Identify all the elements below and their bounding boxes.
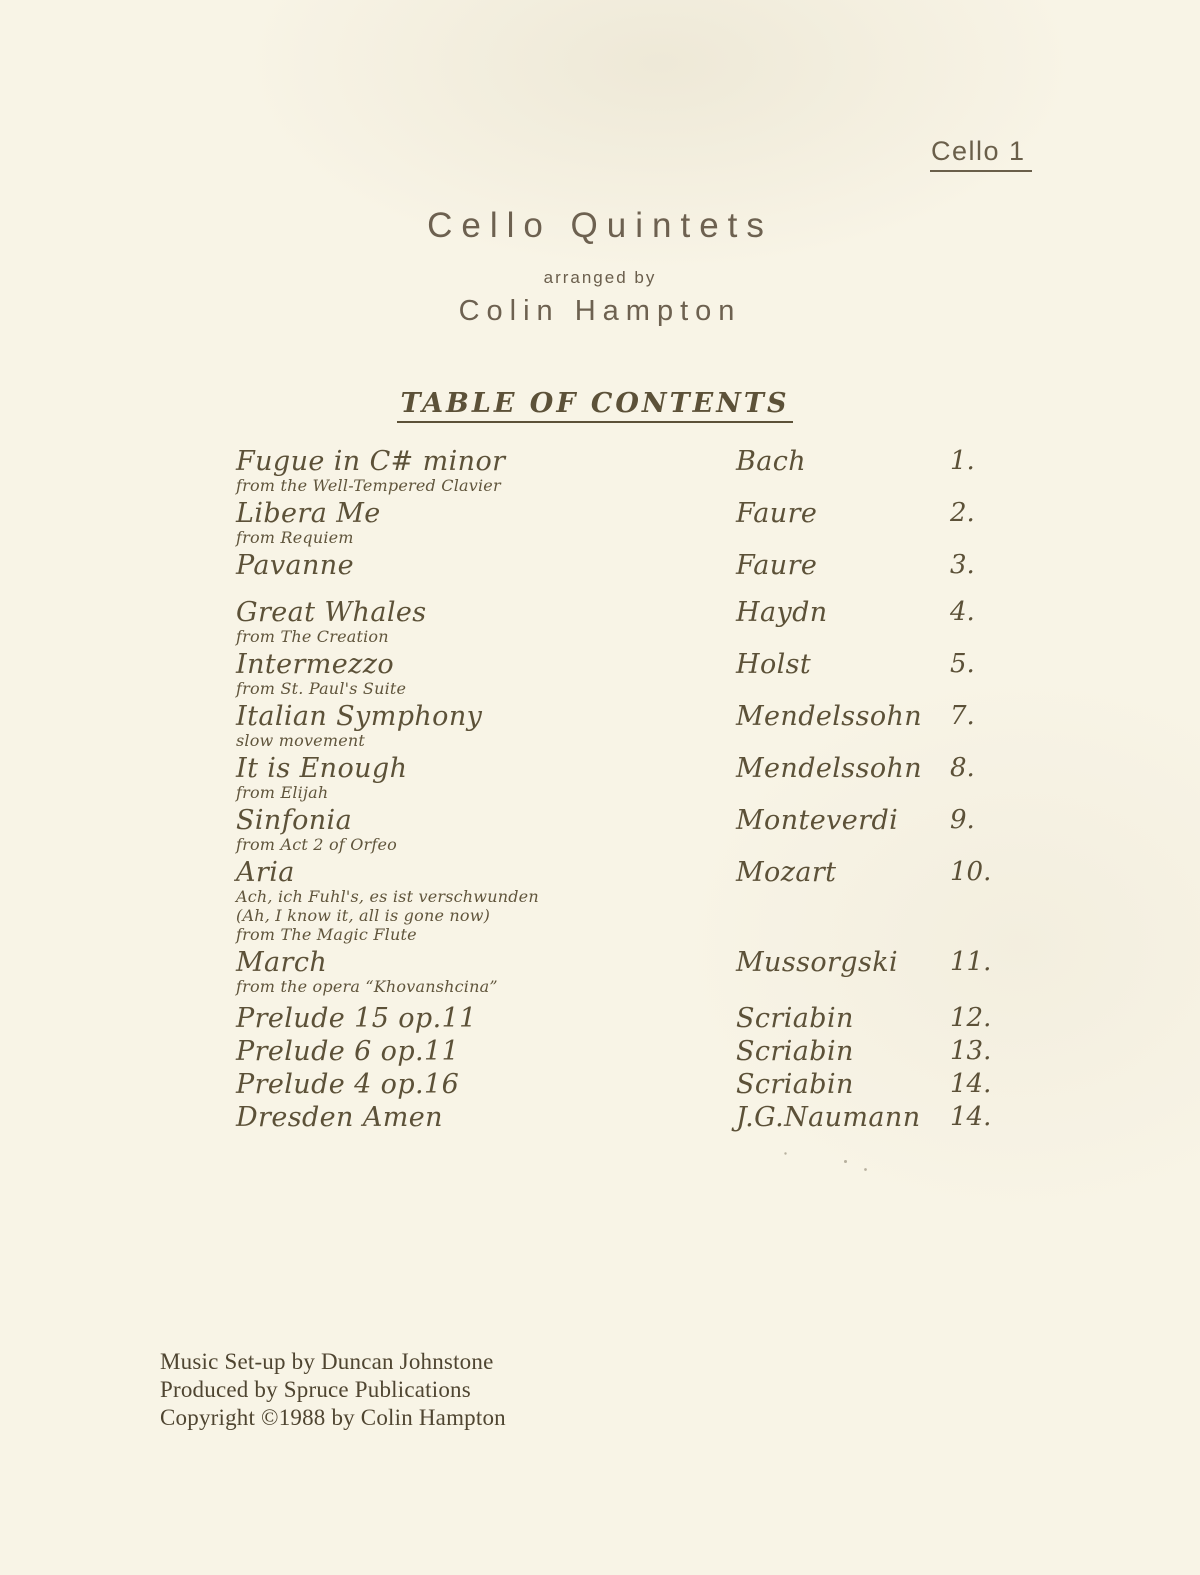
toc-entry-subtitles <box>236 731 736 750</box>
toc-entry <box>236 1004 1036 1033</box>
toc-entry-composer: Mussorgski <box>736 947 899 978</box>
toc-entry-subtitle: (Ah, I know it, all is gone now) <box>236 906 491 925</box>
toc-entry-page-number: 12. <box>950 1003 992 1033</box>
toc-entry-title-block <box>236 1004 736 1033</box>
scan-speck <box>864 1168 867 1171</box>
toc-entry-title-block <box>236 948 736 996</box>
scan-speck <box>784 1152 786 1154</box>
toc-entry <box>236 1037 1036 1066</box>
toc-entry-page-number: 3. <box>950 550 975 580</box>
scan-speck <box>844 1160 847 1163</box>
toc-entry-composer: Faure <box>736 498 818 529</box>
toc-entry-subtitles <box>236 887 736 944</box>
toc-entry-title: Libera Me <box>236 498 381 529</box>
toc-heading-wrap <box>0 388 1190 423</box>
toc-entry-composer: Bach <box>736 446 807 477</box>
toc-entry-composer: Scriabin <box>736 1069 854 1100</box>
toc-entry-page-number: 2. <box>950 498 975 528</box>
toc-entry-composer: Monteverdi <box>736 805 899 836</box>
toc-entry-subtitles <box>236 977 736 996</box>
toc-entry-page-number: 7. <box>950 701 975 731</box>
toc-entry-composer: Mozart <box>736 857 837 888</box>
toc-entry-composer: Haydn <box>736 597 828 628</box>
toc-entry <box>236 1103 1036 1132</box>
toc-entry <box>236 702 1036 750</box>
toc-entry-page-number: 14. <box>950 1102 992 1132</box>
toc-entry-title: March <box>236 947 328 978</box>
toc-entry <box>236 948 1036 996</box>
toc-entry-title-block <box>236 447 736 495</box>
toc-entry-subtitles <box>236 679 736 698</box>
toc-entry-title: Dresden Amen <box>236 1102 443 1133</box>
arranger-name: Colin Hampton <box>458 295 742 327</box>
toc-entry <box>236 754 1036 802</box>
toc-entry-subtitles <box>236 783 736 802</box>
toc-entry <box>236 447 1036 495</box>
toc-entry-composer: Faure <box>736 550 818 581</box>
toc-entry-composer: Mendelssohn <box>736 753 923 784</box>
toc-entry-title: Aria <box>236 857 295 888</box>
toc-entry <box>236 858 1036 944</box>
toc-entry <box>236 598 1036 646</box>
toc-entry-subtitles <box>236 627 736 646</box>
toc-entry <box>236 1070 1036 1099</box>
footer-credit-line: Copyright ©1988 by Colin Hampton <box>160 1405 506 1430</box>
toc-entry-subtitles <box>236 528 736 547</box>
toc-entry-subtitle: from The Creation <box>236 627 389 646</box>
toc-entry-page-number: 5. <box>950 649 975 679</box>
footer-credits <box>160 1348 506 1432</box>
toc-entry-title: Italian Symphony <box>236 701 483 732</box>
toc-entry-subtitle: Ach, ich Fuhl's, es ist verschwunden <box>236 887 539 906</box>
toc-entry-title-block <box>236 551 736 580</box>
toc-entry <box>236 650 1036 698</box>
toc-entry-title: Fugue in C# minor <box>236 446 506 477</box>
toc-entry-composer: Mendelssohn <box>736 701 923 732</box>
page-title: Cello Quintets <box>427 206 773 245</box>
toc-entry-title: Prelude 4 op.16 <box>236 1069 460 1100</box>
toc-entry-subtitle: from St. Paul's Suite <box>236 679 407 698</box>
title-block <box>0 206 1200 328</box>
arranged-by-label: arranged by <box>543 268 657 287</box>
toc-entry-title-block <box>236 1103 736 1132</box>
toc-entry-subtitle: slow movement <box>236 731 366 750</box>
toc-entry-title: Pavanne <box>236 550 354 581</box>
toc-entry-title-block <box>236 1037 736 1066</box>
toc-entry-subtitles <box>236 835 736 854</box>
toc-entry-page-number: 14. <box>950 1069 992 1099</box>
toc-entry-subtitle: from Requiem <box>236 528 354 547</box>
toc-entry <box>236 499 1036 547</box>
toc-entry-title-block <box>236 1070 736 1099</box>
toc-entry-composer: Holst <box>736 649 812 680</box>
toc-entry-composer: Scriabin <box>736 1036 854 1067</box>
toc-entry-title: Prelude 15 op.11 <box>236 1003 477 1034</box>
toc-entry-title: It is Enough <box>236 753 408 784</box>
toc-entry-composer: Scriabin <box>736 1003 854 1034</box>
toc-entry-page-number: 11. <box>950 947 992 977</box>
toc-entry-subtitle: from Elijah <box>236 783 329 802</box>
toc-entry-subtitle: from the Well-Tempered Clavier <box>236 476 501 495</box>
toc-entry-title-block <box>236 650 736 698</box>
toc-entry-title: Great Whales <box>236 597 427 628</box>
toc-list <box>236 447 1036 1136</box>
toc-heading: TABLE OF CONTENTS <box>397 388 792 423</box>
toc-entry-page-number: 13. <box>950 1036 992 1066</box>
toc-entry-page-number: 8. <box>950 753 975 783</box>
toc-entry-title-block <box>236 806 736 854</box>
footer-credit-line: Music Set-up by Duncan Johnstone <box>160 1349 494 1374</box>
toc-entry-title-block <box>236 858 736 944</box>
toc-entry-subtitle: from Act 2 of Orfeo <box>236 835 397 854</box>
footer-credit-line: Produced by Spruce Publications <box>160 1377 471 1402</box>
toc-entry-composer: J.G.Naumann <box>736 1102 921 1133</box>
toc-entry-title-block <box>236 499 736 547</box>
toc-entry <box>236 551 1036 580</box>
toc-entry-page-number: 9. <box>950 805 975 835</box>
toc-entry-subtitle: from The Magic Flute <box>236 925 417 944</box>
toc-entry-title-block <box>236 754 736 802</box>
toc-entry-page-number: 4. <box>950 597 975 627</box>
toc-entry-subtitles <box>236 476 736 495</box>
toc-entry-title: Intermezzo <box>236 649 395 680</box>
toc-entry <box>236 806 1036 854</box>
toc-entry-title-block <box>236 702 736 750</box>
toc-entry-title: Prelude 6 op.11 <box>236 1036 460 1067</box>
toc-entry-page-number: 10. <box>950 857 992 887</box>
part-label: Cello 1 <box>930 136 1032 172</box>
toc-entry-title: Sinfonia <box>236 805 353 836</box>
toc-entry-title-block <box>236 598 736 646</box>
toc-entry-page-number: 1. <box>950 446 975 476</box>
toc-entry-subtitle: from the opera “Khovanshcina” <box>236 977 498 996</box>
